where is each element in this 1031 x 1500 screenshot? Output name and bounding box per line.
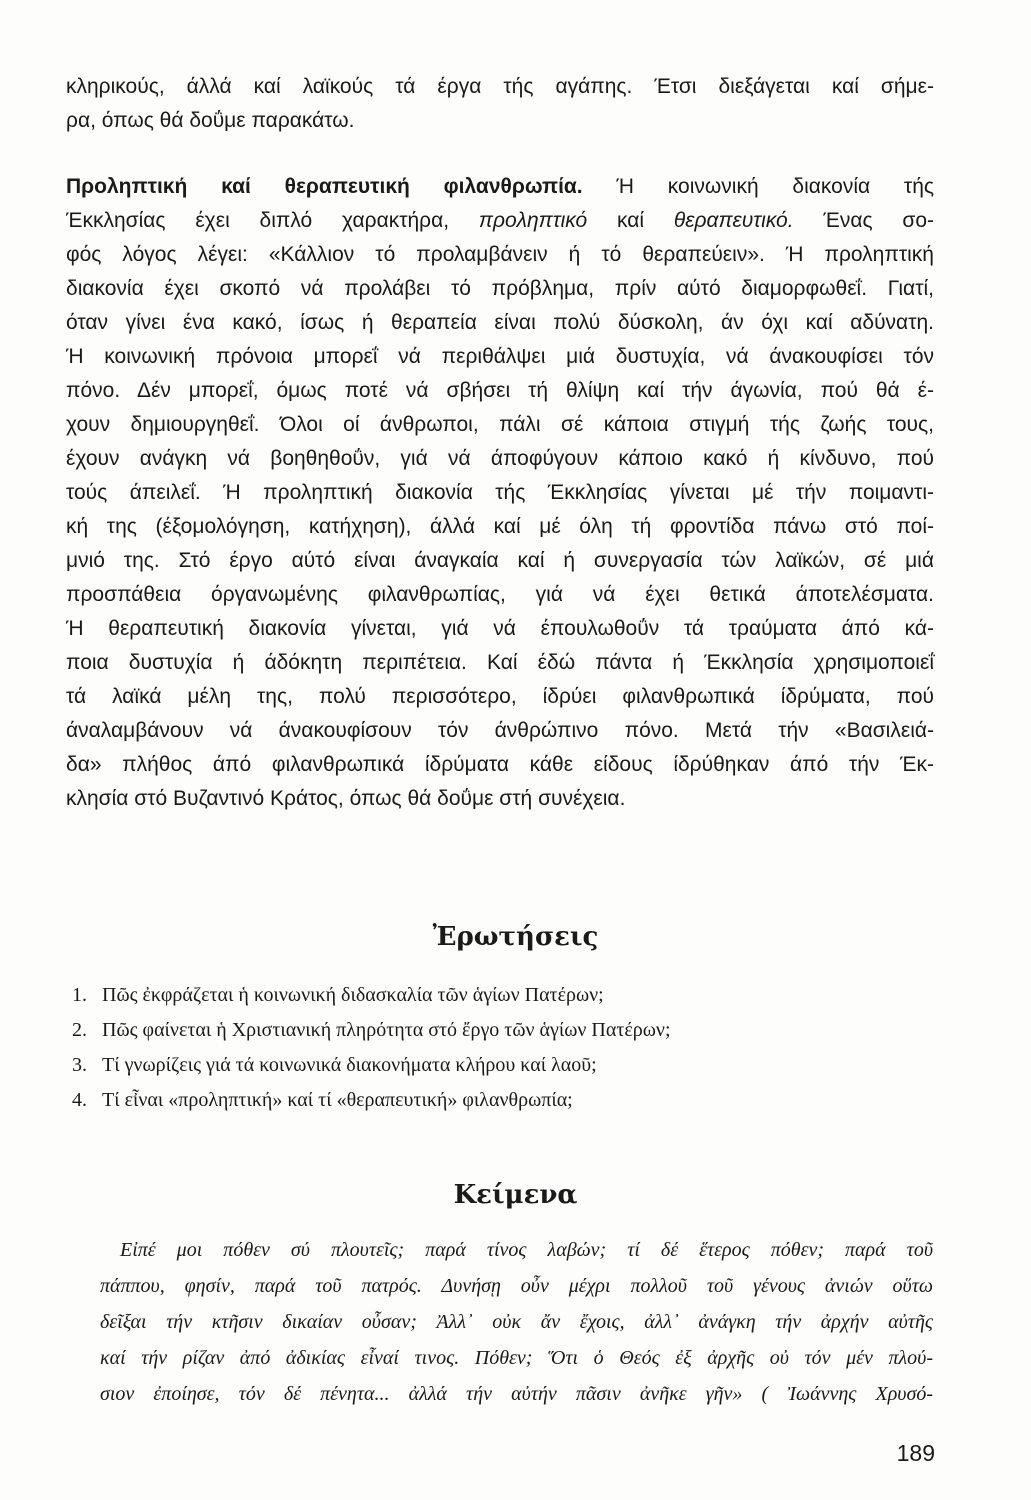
question-text: Τί γνωρίζεις γιά τά κοινωνικά διακονήματα κλήρου καί λαοῦ; xyxy=(102,1054,597,1076)
text-line: μνιό της. Στό έργο αύτό είναι άναγκαία καί ή συνεργασία τών λαϊκών, σέ μιά xyxy=(66,549,934,572)
text-line: δα» πλήθος άπό φιλανθρωπικά ίδρύματα κάθε είδους ίδρύθηκαν άπό τήν Έκ- xyxy=(66,753,934,776)
text-line: τά λαϊκά μέλη της, πολύ περισσότερο, ίδρύει φιλανθρωπικά ίδρύματα, πού xyxy=(66,685,934,708)
question-number: 2. xyxy=(72,1019,87,1041)
text-line: τούς άπειλεΐ. Ή προληπτική διακονία τής Έκκλησίας γίνεται μέ τήν ποιμαντι- xyxy=(66,481,934,504)
question-text: Πῶς φαίνεται ἡ Χριστιανική πληρότητα στό ἔργο τῶν ἁγίων Πατέρων; xyxy=(102,1019,671,1041)
emphasis: θεραπευτικό. xyxy=(673,209,794,232)
text-span: Έκκλησίας έχει διπλό χαρακτήρα, xyxy=(66,209,479,232)
text-line: προσπάθεια όργανωμένης φιλανθρωπίας, γιά νά έχει θετικά άποτελέσματα. xyxy=(66,583,934,606)
text-line: χουν δημιουργηθεΐ. Όλοι οί άνθρωποι, πάλι σέ κάποια στιγμή τής ζωής τους, xyxy=(66,413,934,436)
text-line: κή της (έξομολόγηση, κατήχηση), άλλά καί μέ όλη τή φροντίδα πάνω στό ποί- xyxy=(66,515,934,538)
questions-list xyxy=(72,978,932,1118)
text-line xyxy=(66,170,934,204)
quote-line: δεῖξαι τήν κτῆσιν δικαίαν οὖσαν; Ἀλλ᾽ οὐκ ἄν ἔχοις, ἀλλ᾽ ἀνάγκη τήν ἀρχήν αὐτῆς xyxy=(100,1311,933,1333)
question-number: 4. xyxy=(72,1089,87,1111)
text-line: κλησία στό Βυζαντινό Κράτος, όπως θά δοΰμε στή συνέχεια. xyxy=(66,787,626,810)
texts-heading: Κείμενα xyxy=(453,1180,578,1210)
text-line: ρα, όπως θά δοΰμε παρακάτω. xyxy=(66,109,355,132)
text-line: φός λόγος λέγει: «Κάλλιον τό προλαμβάνειν ή τό θεραπεύειν». Ή προληπτική xyxy=(66,243,934,266)
quote-line: Εἰπέ μοι πόθεν σύ πλουτεῖς; παρά τίνος λαβών; τί δέ ἕτερος πόθεν; παρά τοῦ xyxy=(120,1239,933,1261)
text-line: κληρικούς, άλλά καί λαϊκούς τά έργα τής αγάπης. Έτσι διεξάγεται καί σήμε- xyxy=(66,75,934,98)
text-line: άναλαμβάνουν νά άνακουφίσουν τόν άνθρώπινο πόνο. Μετά τήν «Βασιλειά- xyxy=(66,719,934,742)
text-line: ποια δυστυχία ή άδόκητη περιπέτεια. Καί έδώ πάντα ή Έκκλησία χρησιμοποιεΐ xyxy=(66,651,934,674)
text-span: Ένας σο- xyxy=(793,209,935,232)
page-number: 189 xyxy=(896,1440,935,1466)
text-span: καί xyxy=(587,209,674,232)
text-line xyxy=(66,204,934,238)
text-line: έχουν ανάγκη νά βοηθηθοΰν, γιά νά άποφύγουν κάποιο κακό ή κίνδυνο, πού xyxy=(66,447,934,470)
quote-block xyxy=(100,1232,933,1412)
emphasis: προληπτικό xyxy=(478,209,588,232)
question-number: 1. xyxy=(72,984,87,1006)
question-item xyxy=(72,1013,932,1048)
question-item xyxy=(72,1048,932,1083)
quote-line: πάππου, φησίν, παρά τοῦ πατρός. Δυνήσῃ οὖν μέχρι πολλοῦ τοῦ γένους ἀνιών οὕτω xyxy=(100,1275,933,1297)
text-line: Ή κοινωνική πρόνοια μπορεΐ νά περιθάλψει μιά δυστυχία, νά άνακουφίσει τόν xyxy=(66,345,934,368)
section-title: Προληπτική καί θεραπευτική φιλανθρωπία. xyxy=(66,175,583,198)
text-line: όταν γίνει ένα κακό, ίσως ή θεραπεία είναι πολύ δύσκολη, άν όχι καί αδύνατη. xyxy=(66,311,934,334)
question-text: Πῶς ἐκφράζεται ἡ κοινωνική διδασκαλία τῶν ἁγίων Πατέρων; xyxy=(102,984,604,1006)
text-span: Ή κοινωνική διακονία τής xyxy=(582,175,934,198)
quote-line: καί τήν ρίζαν ἀπό ἀδικίας εἶναί τινος. Πόθεν; Ὅτι ὁ Θεός ἐξ ἀρχῆς οὐ τόν μέν πλού- xyxy=(100,1347,933,1369)
question-text: Τί εἶναι «προληπτική» καί τί «θεραπευτική» φιλανθρωπία; xyxy=(102,1089,573,1111)
text-line: διακονία έχει σκοπό νά προλάβει τό πρόβλημα, πρίν αύτό διαμορφωθεΐ. Γιατί, xyxy=(66,277,934,300)
question-number: 3. xyxy=(72,1054,87,1076)
question-item xyxy=(72,978,932,1013)
question-item xyxy=(72,1083,932,1118)
quote-line: σιον ἐποίησε, τόν δέ πένητα... ἀλλά τήν αὐτήν πᾶσιν ἀνῆκε γῆν» ( Ἰωάννης Χρυσό- xyxy=(100,1383,933,1405)
section-paragraph xyxy=(66,170,934,816)
intro-paragraph xyxy=(66,70,934,138)
questions-heading: Ἐρωτήσεις xyxy=(432,922,599,952)
text-line: Ή θεραπευτική διακονία γίνεται, γιά νά έπουλωθοΰν τά τραύματα άπό κά- xyxy=(66,617,934,640)
text-line: πόνο. Δέν μπορεΐ, όμως ποτέ νά σβήσει τή θλίψη καί τήν άγωνία, πού θά έ- xyxy=(66,379,934,402)
